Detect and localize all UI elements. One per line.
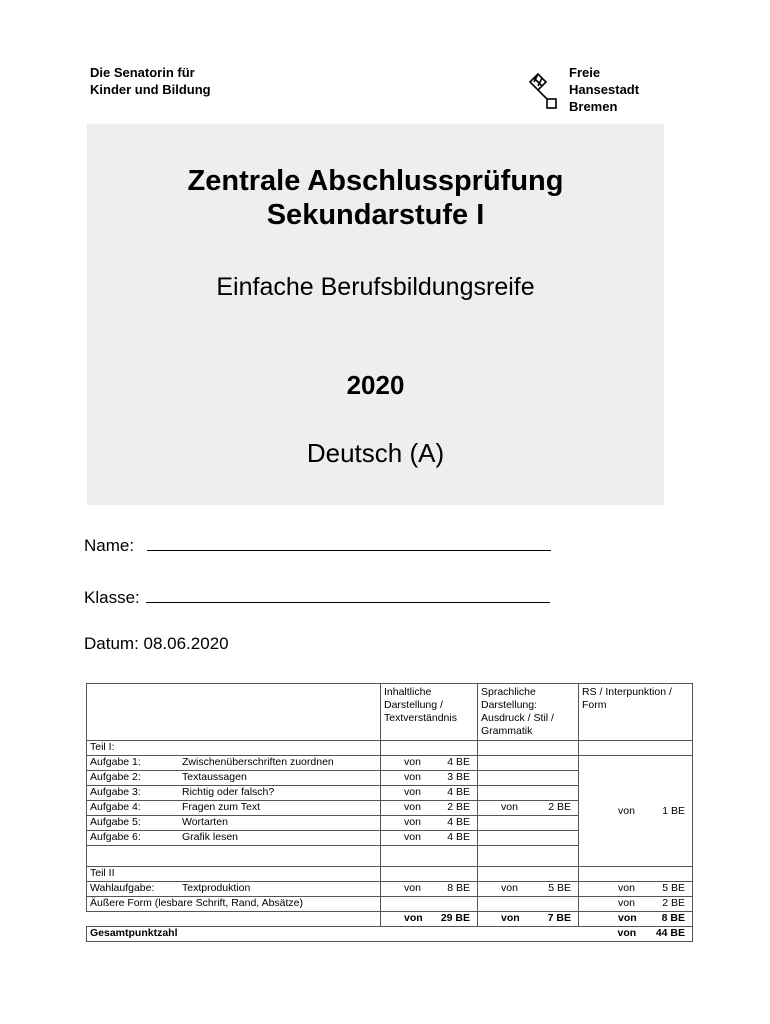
header-empty-cell bbox=[87, 684, 381, 741]
title-box bbox=[87, 124, 664, 505]
task-name: Richtig oder falsch? bbox=[182, 786, 275, 798]
total-label: Gesamtpunktzahl bbox=[87, 927, 381, 942]
header-language: Sprachliche Darstellung: Ausdruck / Stil / Grammatik bbox=[478, 684, 579, 741]
be-value: 8 BE bbox=[661, 912, 685, 924]
von-label: von bbox=[618, 804, 635, 817]
task-label: Aufgabe 4: bbox=[90, 801, 141, 813]
task-name: Zwischenüberschriften zuordnen bbox=[182, 756, 334, 768]
table-row bbox=[87, 882, 693, 897]
total-row bbox=[87, 927, 693, 942]
be-value: 1 BE bbox=[662, 804, 685, 817]
exam-year: 2020 bbox=[346, 370, 405, 400]
part2-label: Teil II bbox=[87, 867, 381, 882]
date-field: Datum: 08.06.2020 bbox=[84, 634, 229, 653]
subtotal-row bbox=[87, 912, 693, 927]
von-label: von bbox=[404, 786, 421, 798]
name-label: Name: bbox=[84, 536, 135, 555]
bremen-key-icon bbox=[526, 72, 562, 112]
be-value: 8 BE bbox=[447, 882, 470, 894]
von-label: von bbox=[404, 771, 421, 783]
header-content: Inhaltliche Darstellung / Textverständnis bbox=[381, 684, 478, 741]
task-label: Aufgabe 2: bbox=[90, 771, 141, 783]
exam-subtitle: Einfache Berufsbildungsreife bbox=[216, 273, 535, 301]
task-label: Aufgabe 6: bbox=[90, 831, 141, 843]
task-label: Aufgabe 1: bbox=[90, 756, 141, 768]
be-value: 4 BE bbox=[447, 756, 470, 768]
class-field bbox=[84, 587, 550, 609]
von-label: von bbox=[404, 882, 421, 894]
exam-subject: Deutsch (A) bbox=[306, 438, 445, 468]
von-label: von bbox=[617, 927, 637, 939]
be-value: 4 BE bbox=[447, 786, 470, 798]
von-label: von bbox=[404, 816, 421, 828]
task-label: Aufgabe 3: bbox=[90, 786, 141, 798]
task-label: Aufgabe 5: bbox=[90, 816, 141, 828]
von-label: von bbox=[618, 882, 635, 894]
state-line-2: Hansestadt bbox=[569, 82, 640, 97]
be-value: 44 BE bbox=[655, 927, 685, 939]
state-line-1: Freie bbox=[569, 65, 601, 80]
exam-title bbox=[87, 164, 664, 232]
von-label: von bbox=[618, 897, 635, 909]
score-table bbox=[86, 683, 693, 942]
class-blank-line[interactable] bbox=[146, 588, 550, 603]
part1-rs-cell bbox=[579, 756, 693, 867]
be-value: 5 BE bbox=[662, 882, 685, 894]
be-value: 5 BE bbox=[548, 882, 571, 894]
authority-line-1: Die Senatorin für bbox=[90, 65, 195, 80]
task-name: Wortarten bbox=[182, 816, 228, 828]
table-row bbox=[87, 897, 693, 912]
state-name bbox=[569, 64, 639, 115]
task-name: Grafik lesen bbox=[182, 831, 239, 843]
be-value: 4 BE bbox=[447, 831, 470, 843]
von-label: von bbox=[404, 912, 423, 924]
authority-line-2: Kinder und Bildung bbox=[90, 82, 211, 97]
be-value: 2 BE bbox=[548, 801, 571, 813]
task-label: Wahlaufgabe: bbox=[90, 882, 155, 894]
be-value: 7 BE bbox=[547, 912, 571, 924]
be-value: 29 BE bbox=[440, 912, 470, 924]
name-field bbox=[84, 535, 551, 557]
table-header-row bbox=[87, 684, 693, 741]
von-label: von bbox=[501, 801, 518, 813]
von-label: von bbox=[404, 756, 421, 768]
von-label: von bbox=[501, 912, 520, 924]
table-row bbox=[87, 741, 693, 756]
exam-title-line-1: Zentrale Abschlussprüfung bbox=[187, 165, 564, 197]
table-row bbox=[87, 756, 693, 771]
exam-title-line-2: Sekundarstufe I bbox=[266, 199, 485, 231]
form-row-label: Äußere Form (lesbare Schrift, Rand, Absätze) bbox=[87, 897, 381, 912]
von-label: von bbox=[404, 831, 421, 843]
von-label: von bbox=[501, 882, 518, 894]
table-row bbox=[87, 867, 693, 882]
task-name: Textaussagen bbox=[182, 771, 247, 783]
be-value: 3 BE bbox=[447, 771, 470, 783]
issuing-authority bbox=[90, 64, 211, 98]
part1-label: Teil I: bbox=[87, 741, 381, 756]
state-line-3: Bremen bbox=[569, 99, 618, 114]
von-label: von bbox=[404, 801, 421, 813]
be-value: 2 BE bbox=[447, 801, 470, 813]
be-value: 4 BE bbox=[447, 816, 470, 828]
von-label: von bbox=[618, 912, 637, 924]
task-name: Fragen zum Text bbox=[182, 801, 261, 813]
be-value: 2 BE bbox=[662, 897, 685, 909]
class-label: Klasse: bbox=[84, 588, 140, 607]
name-blank-line[interactable] bbox=[147, 536, 551, 551]
header-spelling: RS / Interpunktion / Form bbox=[579, 684, 693, 741]
task-name: Textproduktion bbox=[182, 882, 251, 894]
